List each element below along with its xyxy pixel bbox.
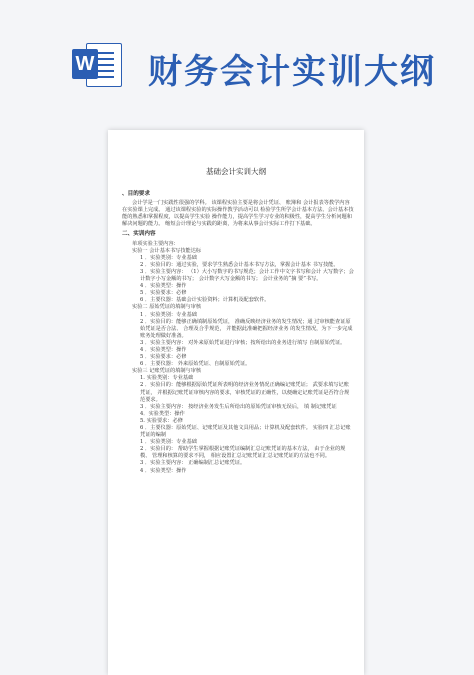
document-line: 6 ．主要仪器： 外来原始凭证、自制原始凭证。 <box>140 361 251 368</box>
document-line: 1 ．实验类别：专业基础 <box>140 439 197 446</box>
document-line: 实验一 会计基本书写技能达标 <box>132 247 202 254</box>
document-title: 基础会计实训大纲 <box>206 167 266 176</box>
document-line: 6 ．主要仪器：基础会计实验资料；计算机及配套软件。 <box>140 297 270 304</box>
document-line: 单项实验主要内容： <box>132 240 179 247</box>
document-line: 4 ．实验类型：操作 <box>140 283 187 290</box>
section-heading: 、目的要求 <box>122 191 150 197</box>
document-line: 6 ．主要仪器：原始凭证、记账凭证及其他文具用品；计算机及配套软件。 实验四 汇总记账凭证的编制 <box>140 425 351 439</box>
banner <box>0 0 474 110</box>
document-line: 实验三 记账凭证的填制与审核 <box>132 368 202 375</box>
document-line: 实验二 原始凭证的填制与审核 <box>132 304 202 311</box>
document-line: 1 ．实验类别：专业基础 <box>140 311 197 318</box>
document-line: 3 ．实验主要内容： 对外来原始凭证进行审核；按所给出的业务进行填写 自制原始凭证。 <box>140 339 346 346</box>
word-document-icon <box>72 40 122 88</box>
document-line: 5 ．实验要求：必修 <box>140 354 187 361</box>
word-logo-letter: W <box>72 49 98 79</box>
document-line: 4．实验类型：操作 <box>140 410 185 417</box>
document-body <box>122 188 354 475</box>
document-page <box>108 130 364 675</box>
banner-title: 财务会计实训大纲 <box>148 52 436 92</box>
document-line: 5 ．实验要求：必修 <box>140 290 187 297</box>
document-line: 5. 实验要求：必修 <box>140 417 183 424</box>
document-line: 3 ．实验主要内容： （1）大小写数字的书写规范；会计工作中文字书写和会计 大写数字；会计数字小写金额的书写； 会计数字大写金额的书写； 会计业务的“摘 要”书写。 <box>140 268 354 283</box>
document-line: 3 ．实验主要内容： 按经济业务发生后所给出的原始凭证审核无误后， 填 制记账凭证 <box>140 403 337 410</box>
document-line: 1 ．实验类别：专业基础 <box>140 254 197 261</box>
document-line: 2 ．实验目的：通过实验，要求学生熟悉会计基本书写方法，掌握会计基本 书写技能。 <box>140 261 339 268</box>
document-line: 3 ．实验主要内容： 正确编制汇总记账凭证。 <box>140 460 246 467</box>
document-line: 2 ．实验目的： 帮助学生掌握根据记账凭证编制汇总记账凭证的基本方法， 由于企业的规模、 管理和核算的要求不同， 相应设置汇总记账凭证汇总记账凭证的方法也不同。 <box>140 446 346 460</box>
document-line: 4 ．实验类型：操作 <box>140 346 187 353</box>
document-line: 2 ．实验目的：能够根据原始凭证所表明的经济业务情况正确编记账凭证； 武要求填写记账凭证， 并根据记账凭证审核内容的要求，审核凭证的正确性，以便确定记账凭证是否符合规范要求。 <box>140 382 350 403</box>
document-line: 会计学是一门实践性很强的学科。 该课程实验主要是将会计凭证、 账簿和 会计报表等教学内容在实验课上完成。 通过该课程实验的实际操作教学活动可以 检验学生所学会计基本方法、会计基本技能的熟悉和掌握程度，以提高学生实验 操作能力，提高学生学习专业的积极性，提高学生分析问题和解决问题的能力。 缩短会计理论与实践的距离，为将来从事会计实际工作打下基础。 <box>122 200 354 228</box>
document-line: 2 ．实验目的：能够正确填制原始凭证， 准确反映经济业务的发生情况；通 过审核能查证原始凭证是否合法、 合理及合乎规范， 并能据此准确把握经济业务 的发生情况，为下一步完成账务处理做好准备。 <box>140 318 353 339</box>
section-heading: 二、实训内容 <box>122 231 156 238</box>
document-line: 4 ．实验类型：操作 <box>140 467 187 474</box>
document-line: 1. 实验类别：专业基础 <box>140 375 194 382</box>
